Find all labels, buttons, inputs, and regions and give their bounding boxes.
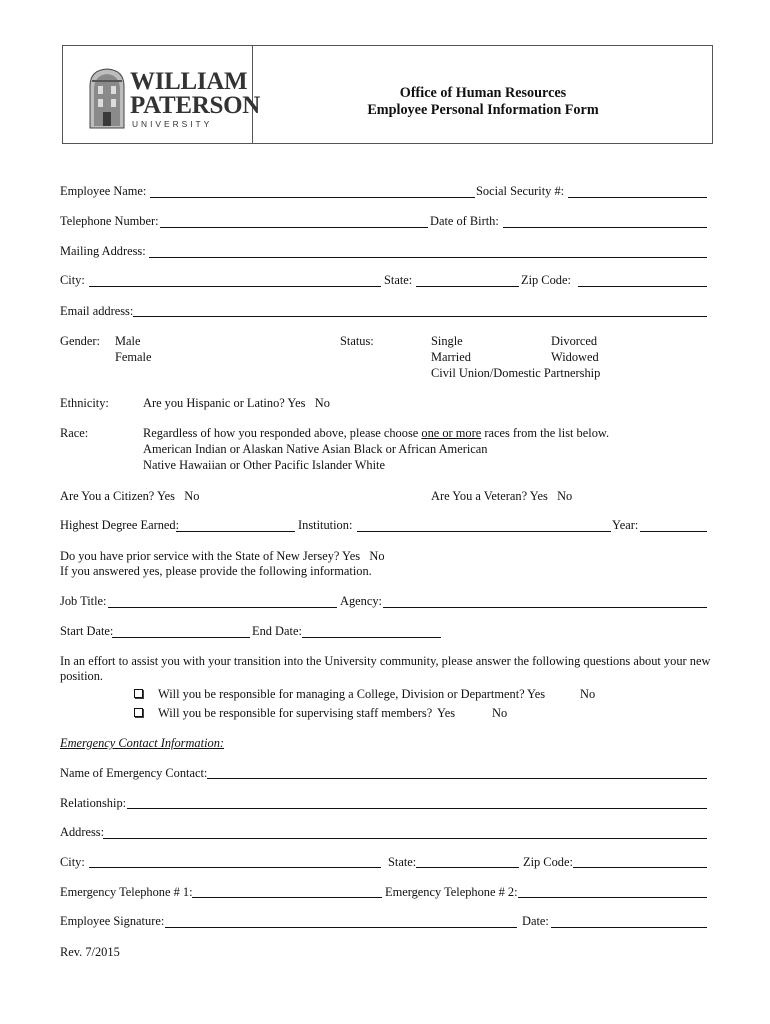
institution-label: Institution:: [298, 518, 353, 532]
gender-option-male[interactable]: Male: [115, 334, 141, 348]
status-option-widowed[interactable]: Widowed: [551, 350, 599, 364]
q2-no-option[interactable]: No: [492, 706, 508, 720]
citizen-yes: Yes: [156, 489, 175, 503]
university-seal-icon: [86, 66, 128, 130]
zip-label: Zip Code:: [521, 273, 571, 287]
race-option-native-hawaiian: Native Hawaiian or Other Pacific Islander: [143, 458, 352, 472]
job-title-label: Job Title:: [60, 594, 107, 608]
telephone-field[interactable]: [160, 227, 428, 228]
mailing-address-label: Mailing Address:: [60, 244, 146, 258]
university-logo: [86, 66, 261, 130]
race-option-asian: Asian: [321, 442, 351, 456]
emergency-state-field[interactable]: [416, 867, 519, 868]
veteran-question: Are You a Veteran? Yes No: [431, 489, 573, 503]
gender-option-female[interactable]: Female: [115, 350, 152, 364]
emergency-city-label: City:: [60, 855, 85, 869]
ethnicity-yes: Yes: [287, 396, 306, 410]
revision-label: Rev. 7/2015: [60, 945, 120, 959]
employee-name-field[interactable]: [150, 197, 475, 198]
emergency-address-label: Address:: [60, 825, 105, 839]
q1-yes-option[interactable]: Yes: [527, 687, 546, 701]
race-options-row-1: [143, 443, 487, 456]
transition-intro-line-1: In an effort to assist you with your transition into the University community, please answer the following questions about your new: [60, 654, 711, 668]
veteran-no: No: [557, 489, 573, 503]
veteran-yes: Yes: [529, 489, 548, 503]
race-options-row-2: [143, 459, 385, 472]
degree-field[interactable]: [176, 531, 295, 532]
race-option-black: Black or African American: [353, 442, 488, 456]
state-label: State:: [384, 273, 413, 287]
status-option-married[interactable]: Married: [431, 350, 471, 364]
signature-date-field[interactable]: [551, 927, 707, 928]
employee-name-label: Employee Name:: [60, 184, 147, 198]
emergency-zip-field[interactable]: [573, 867, 707, 868]
emergency-address-field[interactable]: [103, 838, 707, 839]
logo-paterson: PATERSON: [130, 92, 261, 119]
race-option-white: White: [354, 458, 385, 472]
q2-yes-option[interactable]: Yes: [437, 706, 456, 720]
city-label: City:: [60, 273, 85, 287]
ssn-field[interactable]: [568, 197, 707, 198]
relationship-label: Relationship:: [60, 796, 127, 810]
dob-field[interactable]: [503, 227, 707, 228]
prior-service-question: Do you have prior service with the State of New Jersey? Yes No: [60, 549, 385, 563]
institution-field[interactable]: [357, 531, 611, 532]
logo-university: UNIVERSITY: [132, 119, 213, 129]
end-date-field[interactable]: [302, 637, 441, 638]
race-instruction: Regardless of how you responded above, please choose one or more races from the list below.: [143, 426, 610, 440]
job-title-field[interactable]: [108, 607, 337, 608]
ethnicity-question: Are you Hispanic or Latino? Yes No: [143, 396, 330, 410]
transition-question-2: Will you be responsible for supervising staff members?: [158, 706, 433, 720]
emergency-heading: Emergency Contact Information:: [60, 736, 225, 750]
citizen-question: Are You a Citizen? Yes No: [60, 489, 200, 503]
gender-label: Gender:: [60, 334, 100, 348]
city-field[interactable]: [89, 286, 381, 287]
office-title: Office of Human Resources: [399, 85, 567, 101]
citizen-no: No: [184, 489, 200, 503]
start-date-field[interactable]: [112, 637, 250, 638]
emergency-phone-2-field[interactable]: [518, 897, 707, 898]
start-date-label: Start Date:: [60, 624, 114, 638]
prior-service-followup: If you answered yes, please provide the following information.: [60, 564, 372, 578]
form-title: Employee Personal Information Form: [367, 102, 599, 118]
prior-service-yes: Yes: [342, 549, 361, 563]
end-date-label: End Date:: [252, 624, 302, 638]
relationship-field[interactable]: [127, 808, 707, 809]
status-option-single[interactable]: Single: [431, 334, 463, 348]
transition-intro-line-2: position.: [60, 669, 104, 683]
emergency-phone-1-field[interactable]: [192, 897, 382, 898]
bullet-square-icon: [134, 708, 143, 717]
zip-field[interactable]: [578, 286, 707, 287]
bullet-square-icon: [134, 689, 143, 698]
dob-label: Date of Birth:: [430, 214, 499, 228]
transition-question-1: Will you be responsible for managing a College, Division or Department?: [158, 687, 525, 701]
race-label: Race:: [60, 426, 89, 440]
status-option-civil-union[interactable]: Civil Union/Domestic Partnership: [431, 366, 601, 380]
prior-service-no: No: [369, 549, 385, 563]
telephone-label: Telephone Number:: [60, 214, 159, 228]
status-option-divorced[interactable]: Divorced: [551, 334, 598, 348]
ssn-label: Social Security #:: [476, 184, 565, 198]
year-field[interactable]: [640, 531, 707, 532]
agency-field[interactable]: [383, 607, 707, 608]
race-option-american-indian: American Indian or Alaskan Native: [143, 442, 320, 456]
emergency-city-field[interactable]: [89, 867, 381, 868]
ethnicity-label: Ethnicity:: [60, 396, 109, 410]
status-label: Status:: [340, 334, 374, 348]
emergency-phone-2-label: Emergency Telephone # 2:: [385, 885, 518, 899]
emergency-phone-1-label: Emergency Telephone # 1:: [60, 885, 193, 899]
logo-william: WILLIAM: [130, 68, 248, 95]
year-label: Year:: [612, 518, 639, 532]
signature-field[interactable]: [165, 927, 517, 928]
emergency-name-label: Name of Emergency Contact:: [60, 766, 208, 780]
mailing-address-field[interactable]: [149, 257, 707, 258]
signature-date-label: Date:: [522, 914, 549, 928]
signature-label: Employee Signature:: [60, 914, 165, 928]
email-label: Email address:: [60, 304, 134, 318]
emergency-name-field[interactable]: [207, 778, 707, 779]
emergency-state-label: State:: [388, 855, 417, 869]
ethnicity-no: No: [314, 396, 330, 410]
degree-label: Highest Degree Earned:: [60, 518, 180, 532]
agency-label: Agency:: [340, 594, 382, 608]
emergency-zip-label: Zip Code:: [523, 855, 573, 869]
q1-no-option[interactable]: No: [580, 687, 596, 701]
state-field[interactable]: [416, 286, 519, 287]
email-field[interactable]: [133, 316, 707, 317]
